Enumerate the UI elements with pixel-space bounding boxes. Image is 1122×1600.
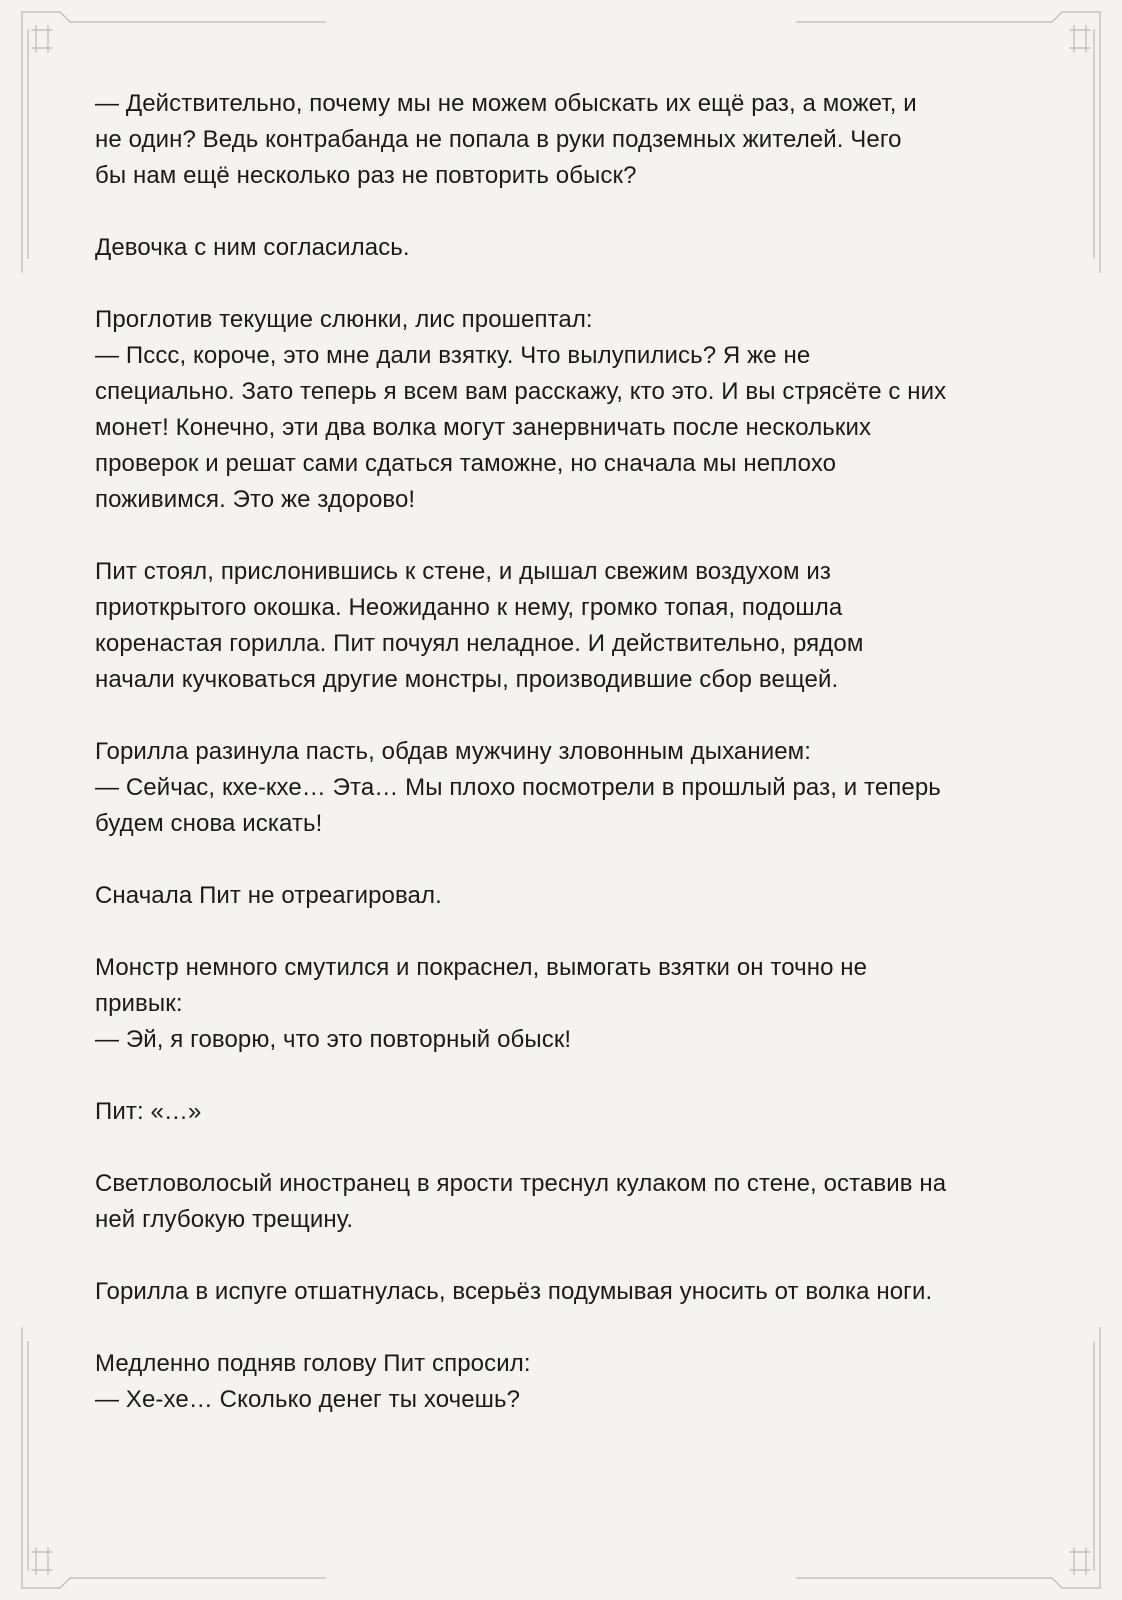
text-line: Пит стоял, прислонившись к стене, и дышал свежим воздухом из <box>95 558 831 585</box>
text-line: Монстр немного смутился и покраснел, вымогать взятки он точно не <box>95 954 868 981</box>
text-line: специально. Зато теперь я всем вам расскажу, кто это. И вы стрясёте с них <box>95 378 947 405</box>
text-line: начали кучковаться другие монстры, производившие сбор вещей. <box>95 666 839 693</box>
text-line: Девочка с ним согласилась. <box>95 234 410 261</box>
text-line: будем снова искать! <box>95 810 323 837</box>
text-line: бы нам ещё несколько раз не повторить обыск? <box>95 162 637 189</box>
paragraph <box>95 1166 1035 1238</box>
text-line: — Хе-хе… Сколько денег ты хочешь? <box>95 1386 521 1413</box>
paragraph <box>95 734 1035 842</box>
text-line: не один? Ведь контрабанда не попала в руки подземных жителей. Чего <box>95 126 902 153</box>
paragraph <box>95 1094 1035 1130</box>
text-line: — Действительно, почему мы не можем обыскать их ещё раз, а может, и <box>95 90 917 117</box>
text-line: Горилла разинула пасть, обдав мужчину зловонным дыханием: <box>95 738 812 765</box>
text-line: — Сейчас, кхе-кхе… Эта… Мы плохо посмотрели в прошлый раз, и теперь <box>95 774 941 801</box>
text-line: Проглотив текущие слюнки, лис прошептал: <box>95 306 593 333</box>
text-line: Горилла в испуге отшатнулась, всерьёз подумывая уносить от волка ноги. <box>95 1278 933 1305</box>
paragraph <box>95 878 1035 914</box>
text-line: ней глубокую трещину. <box>95 1206 354 1233</box>
paragraph <box>95 950 1035 1058</box>
paragraph <box>95 302 1035 518</box>
text-line: Пит: «…» <box>95 1098 202 1125</box>
paragraph <box>95 1274 1035 1310</box>
document-body <box>95 86 1035 1418</box>
text-line: Светловолосый иностранец в ярости треснул кулаком по стене, оставив на <box>95 1170 947 1197</box>
text-line: — Эй, я говорю, что это повторный обыск! <box>95 1026 572 1053</box>
paragraph <box>95 554 1035 698</box>
text-line: поживимся. Это же здорово! <box>95 486 416 513</box>
text-line: проверок и решат сами сдаться таможне, но сначала мы неплохо <box>95 450 837 477</box>
text-line: привык: <box>95 990 183 1017</box>
text-line: — Пссс, короче, это мне дали взятку. Что вылупились? Я же не <box>95 342 811 369</box>
text-line: Сначала Пит не отреагировал. <box>95 882 442 909</box>
text-line: приоткрытого окошка. Неожиданно к нему, громко топая, подошла <box>95 594 843 621</box>
text-line: Медленно подняв голову Пит спросил: <box>95 1350 531 1377</box>
text-line: монет! Конечно, эти два волка могут занервничать после нескольких <box>95 414 872 441</box>
paragraph <box>95 230 1035 266</box>
text-line: коренастая горилла. Пит почуял неладное. И действительно, рядом <box>95 630 864 657</box>
paragraph <box>95 86 1035 194</box>
paragraph <box>95 1346 1035 1418</box>
